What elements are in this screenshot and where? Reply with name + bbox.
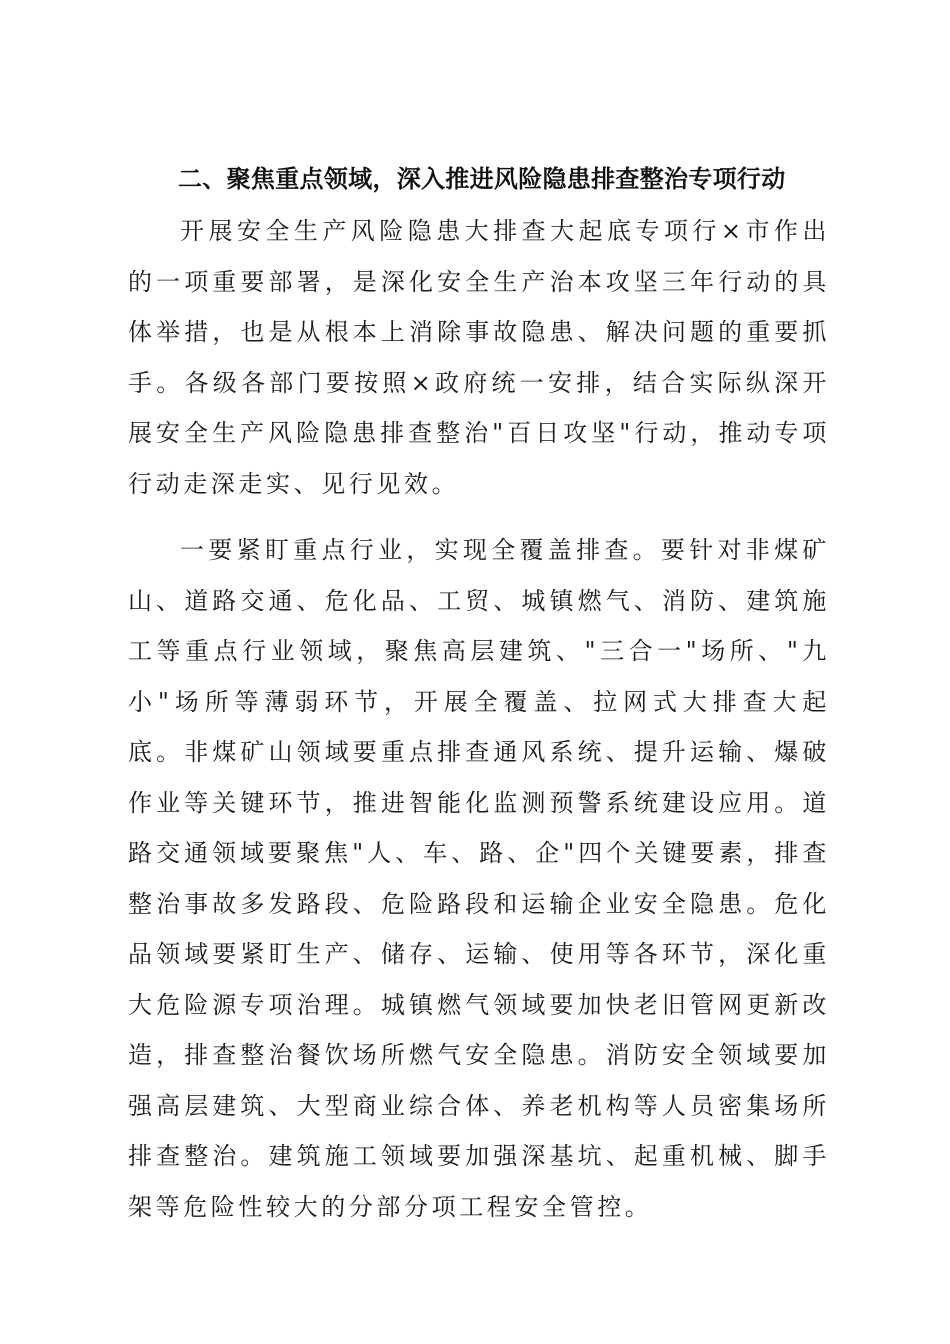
paragraph-intro: 开展安全生产风险隐患大排查大起底专项行×市作出的一项重要部署，是深化安全生产治本攻坚三年行动的具体举措，也是从根本上消除事故隐患、解决问题的重要抓手。各级各部门要按照×政府统一安排，结合实际纵深开展安全生产风险隐患排查整治"百日攻坚"行动，推动专项行动走深走实、见行见效。 (128, 217, 830, 498)
document-body (128, 158, 830, 1232)
section-heading: 二、聚焦重点领域，深入推进风险隐患排查整治专项行动 (178, 165, 786, 193)
paragraph-key-industries: 一要紧盯重点行业，实现全覆盖排查。要针对非煤矿山、道路交通、危化品、工贸、城镇燃气、消防、建筑施工等重点行业领域，聚焦高层建筑、"三合一"场所、"九小"场所等薄弱环节，开展全覆盖、拉网式大排查大起底。非煤矿山领域要重点排查通风系统、提升运输、爆破作业等关键环节，推进智能化监测预警系统建设应用。道路交通领域要聚焦"人、车、路、企"四个关键要素，排查整治事故多发路段、危险路段和运输企业安全隐患。危化品领域要紧盯生产、储存、运输、使用等各环节，深化重大危险源专项治理。城镇燃气领域要加快老旧管网更新改造，排查整治餐饮场所燃气安全隐患。消防安全领域要加强高层建筑、大型商业综合体、养老机构等人员密集场所排查整治。建筑施工领域要加强深基坑、起重机械、脚手架等危险性较大的分部分项工程安全管控。 (128, 536, 830, 1221)
